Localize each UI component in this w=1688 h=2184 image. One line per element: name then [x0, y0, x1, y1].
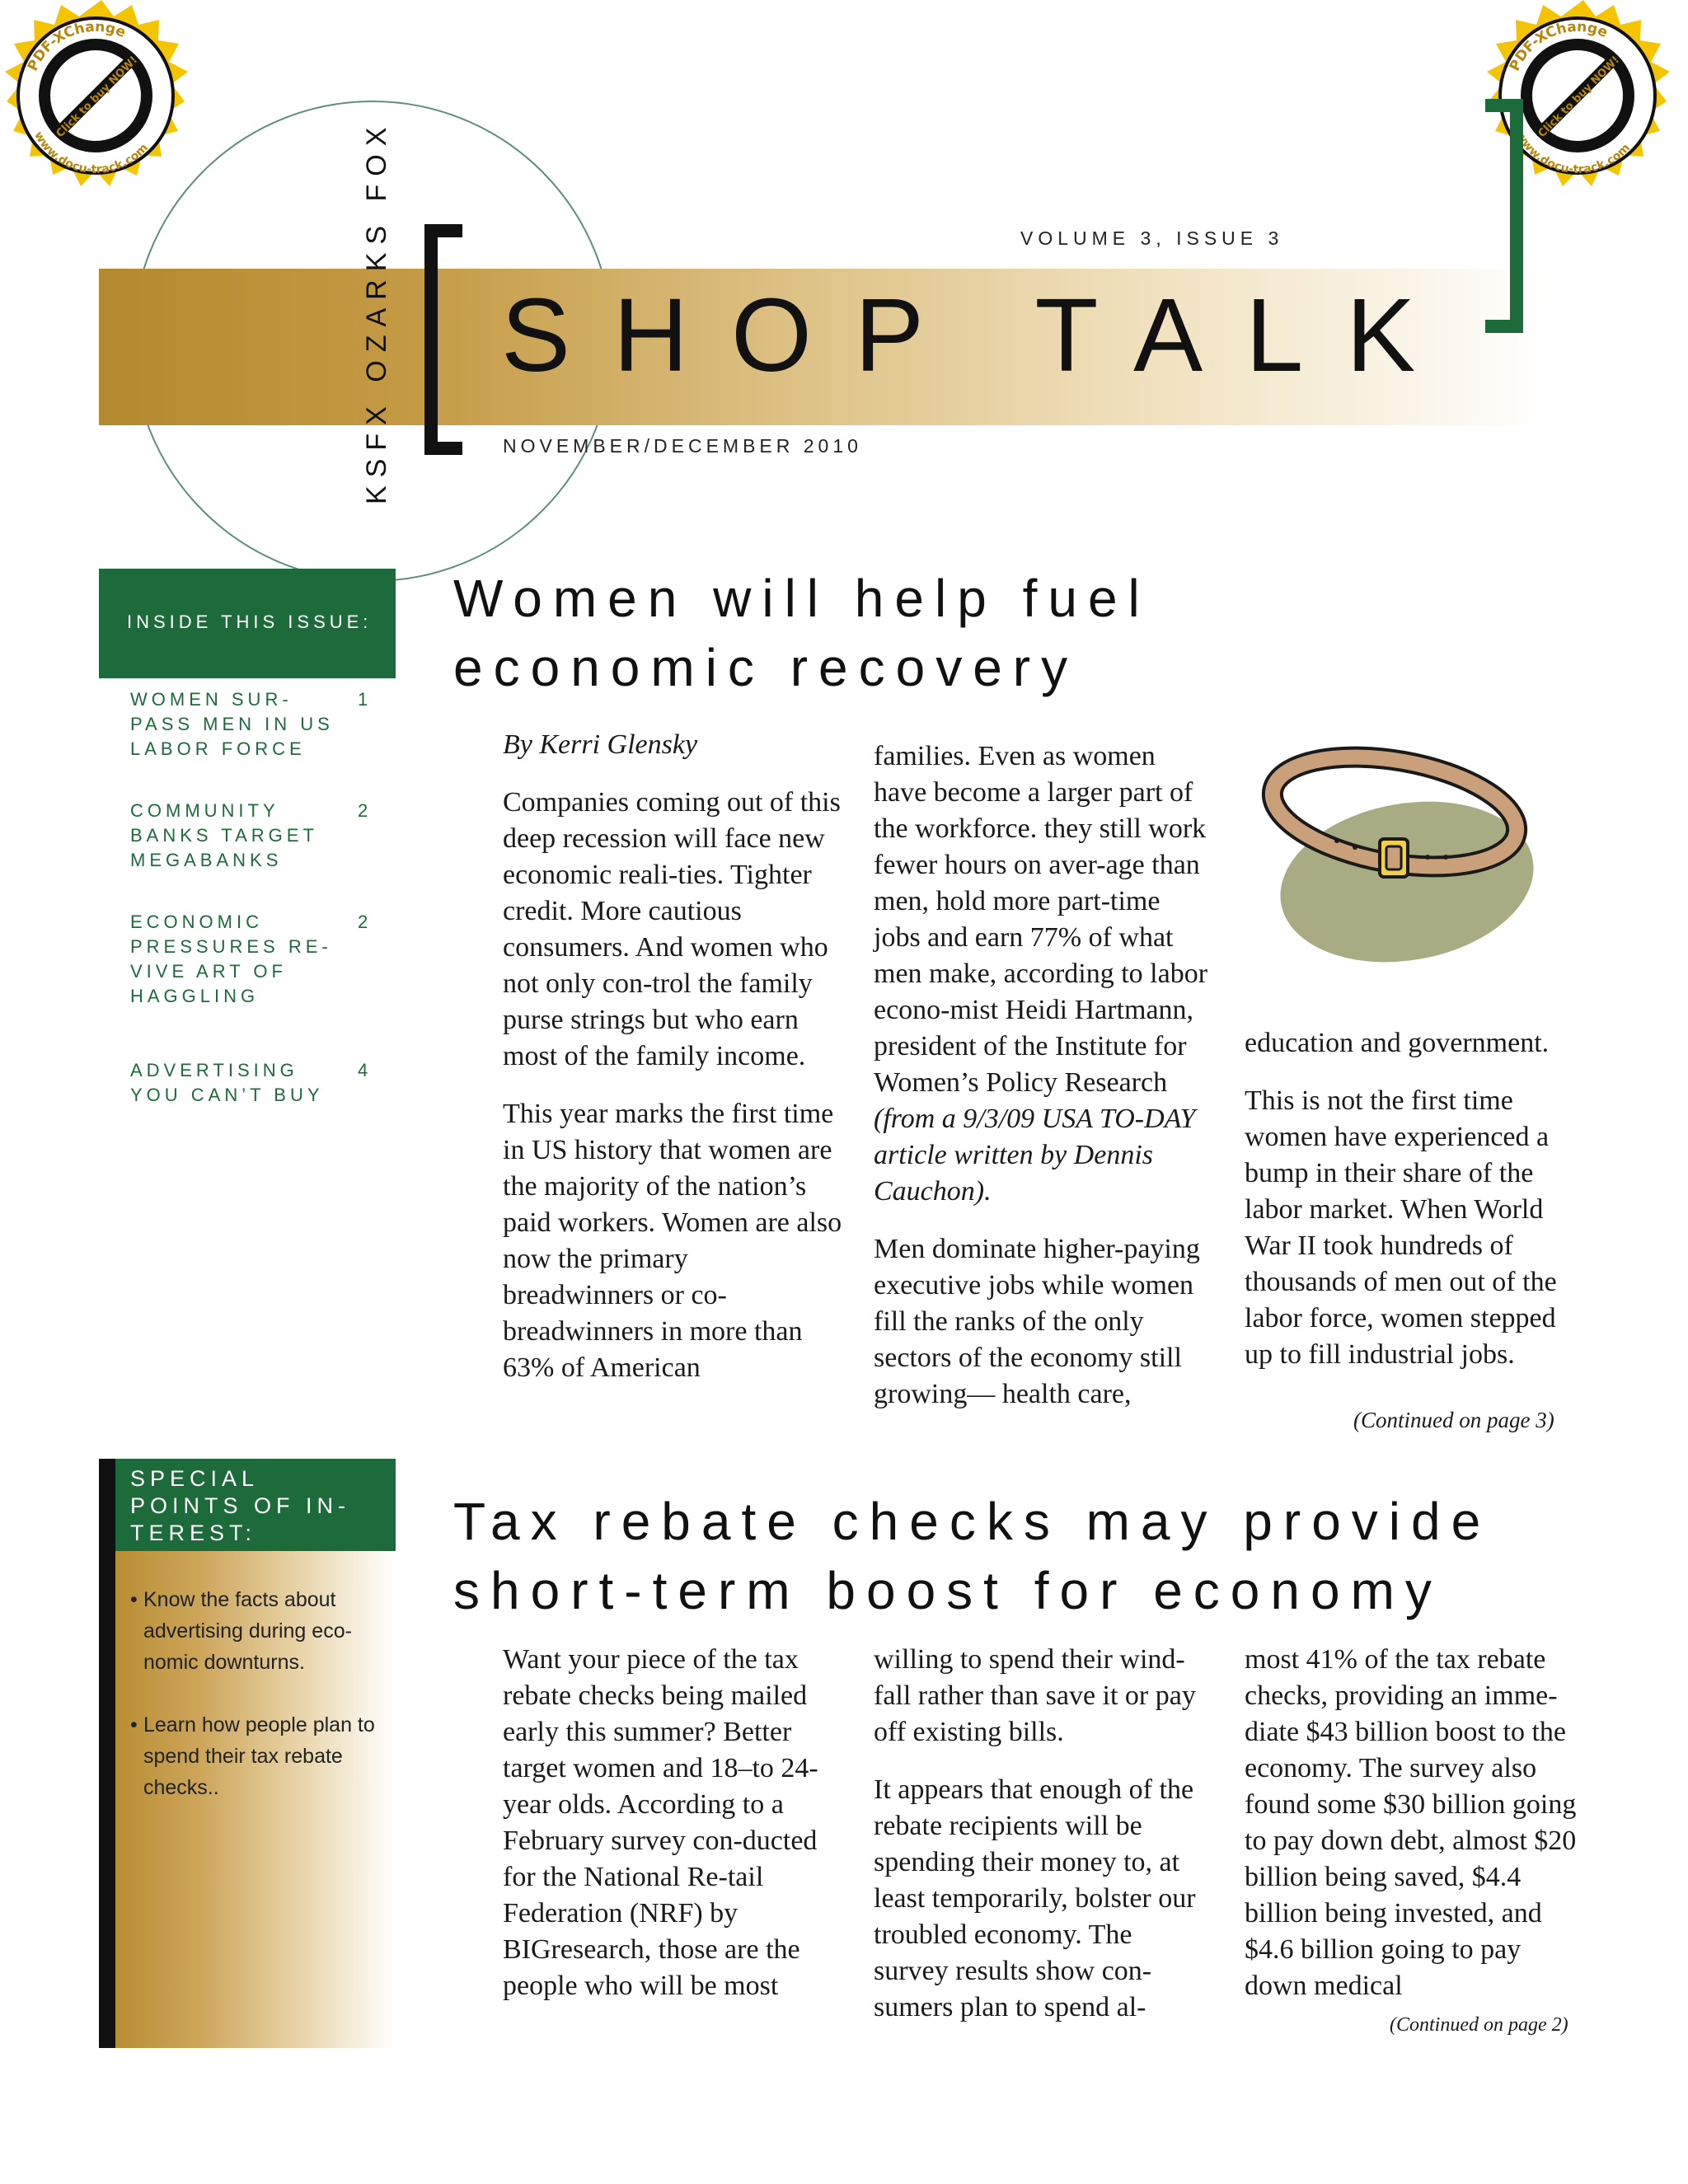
right-bracket [1485, 99, 1523, 333]
article1-paragraph: Men dominate higher-paying executive jobs while women fill the ranks of the only sectors of the economy still growing— health care, [874, 1234, 1200, 1409]
station-brand: KSFX OZARKS FOX [361, 119, 392, 504]
svg-text:PDF-XChange: PDF-XChange [24, 18, 129, 74]
svg-text:PDF-XChange: PDF-XChange [1506, 18, 1611, 74]
toc-item-page: 4 [358, 1060, 373, 1080]
special-point-text: Learn how people plan to spend their tax rebate checks.. [143, 1713, 375, 1799]
svg-text:www.docu-track.com: www.docu-track.com [1513, 129, 1633, 177]
issue-date: NOVEMBER/DECEMBER 2010 [503, 435, 862, 457]
inside-this-issue-header [99, 569, 396, 678]
toc-item-label: ECONOMIC PRESSURES RE-VIVE ART OF HAGGLING [130, 912, 332, 1006]
article2-column-3 [1245, 1642, 1584, 2026]
article2-continued-link[interactable]: (Continued on page 2) [1390, 2014, 1568, 2036]
volume-issue: VOLUME 3, ISSUE 3 [1020, 227, 1284, 249]
article2-column-2 [874, 1642, 1213, 2047]
article1-paragraph-text: families. Even as women have become a larger part of the workforce. they still work fewer hours on aver-age than men, hold more part-time jobs and earn 77% of what men make, according to labor econo-mist Heidi Hartmann, president of the Institute for Women’s Policy Research [874, 741, 1208, 1098]
article1-column-2 [874, 738, 1213, 1434]
article1-paragraph: This year marks the first time in US history that women are the majority of the nation’s paid workers. Women are also now the primary breadwinners or co-breadwinners in more than 63% of American [503, 1099, 842, 1383]
article2-paragraph: most 41% of the tax rebate checks, providing an imme-diate $43 billion boost to the economy. The survey also found some $30 billion going to pay down debt, almost $20 billion being saved, $4.4 billion being invested, and $4.6 billion going to pay down medical [1245, 1644, 1577, 2001]
article1-headline [453, 564, 1151, 702]
article2-headline [453, 1487, 1491, 1625]
toc-item[interactable] [130, 1058, 377, 1108]
article1-byline: By Kerri Glensky [503, 729, 698, 760]
article2-headline-line2: short-term boost for economy [453, 1561, 1442, 1620]
toc-item[interactable] [130, 799, 377, 873]
newsletter-title: SHOP TALK [501, 277, 1459, 393]
special-point-item [130, 1709, 392, 1803]
special-points-rule [99, 1459, 115, 2048]
article1-column-1 [503, 727, 842, 1408]
article1-headline-line1: Women will help fuel [453, 569, 1151, 628]
bullet-icon: • [130, 1713, 138, 1736]
toc-item-label: COMMUNITY BANKS TARGET MEGABANKS [130, 800, 318, 870]
article2-column-1 [503, 1642, 842, 2026]
svg-text:www.docu-track.com: www.docu-track.com [31, 129, 151, 177]
article2-paragraph: Want your piece of the tax rebate checks being mailed early this summer? Better target women and 18–to 24-year olds. According to a February survey con-ducted for the National Re-tail Federation (NRF) by BIGresearch, those are the people who will be most [503, 1644, 818, 2001]
toc-item-label: WOMEN SUR-PASS MEN IN US LABOR FORCE [130, 689, 334, 759]
svg-text:Click to buy NOW!: Click to buy NOW! [54, 54, 141, 141]
toc-item[interactable] [130, 910, 377, 1009]
article2-paragraph: It appears that enough of the rebate recipients will be spending their money to, at least temporarily, bolster our troubled economy. The survey results show con-sumers plan to spend al- [874, 1774, 1196, 2022]
special-points-header [115, 1459, 396, 1551]
left-bracket [424, 224, 462, 455]
special-point-text: Know the facts about advertising during eco-nomic downturns. [143, 1588, 352, 1674]
article2-paragraph: willing to spend their wind-fall rather than save it or pay off existing bills. [874, 1644, 1196, 1747]
belt-clipart-icon [1254, 733, 1543, 972]
article1-paragraph: education and government. [1245, 1028, 1550, 1058]
article1-paragraph: Companies coming out of this deep recession will face new economic reali-ties. Tighter credit. More cautious consumers. And women who not only con-trol the family purse strings but who earn most of the family income. [503, 787, 841, 1071]
toc-item-page: 1 [358, 689, 373, 710]
article1-source-note: (from a 9/3/09 USA TO-DAY article written by Dennis Cauchon). [874, 1104, 1196, 1207]
article1-paragraph: This is not the first time women have experienced a bump in their share of the labor market. When World War II took hundreds of thousands of men out of the labor force, women stepped up to fill industrial jobs. [1245, 1085, 1557, 1370]
inside-this-issue-title: INSIDE THIS ISSUE: [127, 612, 373, 632]
article1-headline-line2: economic recovery [453, 638, 1079, 697]
special-points-title: SPECIAL POINTS OF IN-TEREST: [130, 1466, 350, 1545]
article1-column-3 [1245, 1025, 1584, 1394]
article1-paragraph [874, 738, 1213, 1210]
toc-item[interactable] [130, 687, 377, 762]
toc-item-page: 2 [358, 800, 373, 821]
article1-continued-link[interactable]: (Continued on page 3) [1353, 1408, 1554, 1432]
bullet-icon: • [130, 1588, 138, 1611]
toc-item-label: ADVERTISING YOU CAN’T BUY [130, 1060, 324, 1105]
pdf-xchange-badge-left[interactable] [0, 0, 204, 204]
toc-item-page: 2 [358, 912, 373, 932]
svg-text:Click to buy NOW!: Click to buy NOW! [1536, 54, 1623, 141]
special-point-item [130, 1584, 392, 1678]
article2-headline-line1: Tax rebate checks may provide [453, 1492, 1492, 1551]
